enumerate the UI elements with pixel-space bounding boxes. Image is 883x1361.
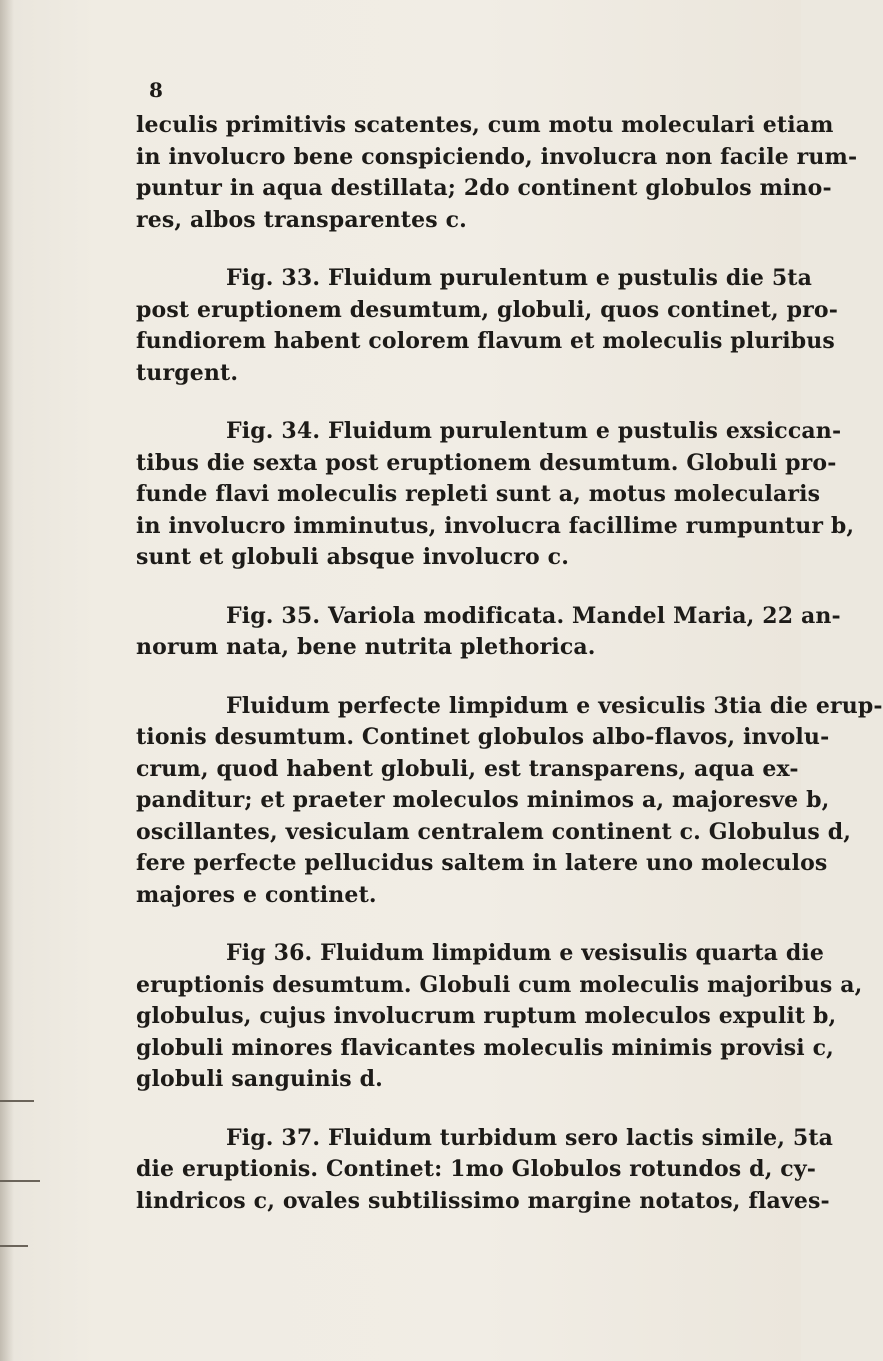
text-line: tibus die sexta post eruptionem desumtum. Globuli pro-	[136, 449, 837, 476]
page-number: 8	[149, 78, 163, 102]
text-line: tionis desumtum. Continet globulos albo-flavos, involu-	[136, 724, 830, 750]
text-line: globuli sanguinis d.	[136, 1066, 383, 1092]
text-line: in involucro imminutus, involucra facillime rumpuntur b,	[136, 512, 855, 539]
text-line: turgent.	[136, 359, 239, 386]
text-line: res, albos transparentes c.	[136, 206, 467, 233]
paragraph-fluidum-perfecte	[136, 691, 883, 912]
page-edge-mark	[0, 1180, 40, 1182]
text-line: majores e continet.	[136, 881, 377, 908]
text-line: fere perfecte pellucidus saltem in latere uno moleculos	[136, 850, 828, 876]
text-line: funde flavi moleculis repleti sunt a, motus molecularis	[136, 481, 821, 507]
text-line: fundiorem habent colorem flavum et moleculis pluribus	[136, 328, 835, 354]
text-line: panditur; et praeter moleculos minimos a, majoresve b,	[136, 787, 830, 813]
text-line: globuli minores flavicantes moleculis minimis provisi c,	[136, 1034, 834, 1061]
paragraph-fig-37	[136, 1123, 834, 1218]
text-line: in involucro bene conspiciendo, involucra non facile rum-	[136, 143, 858, 170]
body-text	[136, 110, 883, 1217]
paragraph-fig-36	[136, 938, 863, 1096]
text-line: norum nata, bene nutrita plethorica.	[136, 634, 596, 660]
text-line: sunt et globuli absque involucro c.	[136, 544, 570, 570]
text-line: Fig 36. Fluidum limpidum e vesisulis quarta die	[226, 940, 825, 966]
text-line: puntur in aqua destillata; 2do continent globulos mino-	[136, 175, 832, 201]
text-line: post eruptionem desumtum, globuli, quos continet, pro-	[136, 296, 839, 323]
text-line: Fig. 37. Fluidum turbidum sero lactis simile, 5ta	[226, 1124, 834, 1151]
text-line: Fig. 33. Fluidum purulentum e pustulis die 5ta	[226, 265, 813, 291]
text-line: globulus, cujus involucrum ruptum moleculos expulit b,	[136, 1003, 837, 1029]
text-line: Fig. 34. Fluidum purulentum e pustulis exsiccan-	[226, 418, 842, 444]
text-line: eruptionis desumtum. Globuli cum moleculis majoribus a,	[136, 971, 863, 998]
page-edge-shadow	[0, 0, 14, 1361]
text-line: oscillantes, vesiculam centralem continent c. Globulus d,	[136, 818, 852, 845]
text-line: leculis primitivis scatentes, cum motu moleculari etiam	[136, 112, 834, 138]
paragraph-continuation	[136, 110, 858, 236]
page-edge-mark	[0, 1100, 34, 1102]
page-edge-mark	[0, 1245, 28, 1247]
paragraph-fig-35	[136, 601, 841, 664]
text-line: die eruptionis. Continet: 1mo Globulos rotundos d, cy-	[136, 1156, 817, 1182]
text-line: Fig. 35. Variola modificata. Mandel Maria, 22 an-	[226, 602, 841, 629]
text-line: lindricos c, ovales subtilissimo margine notatos, flaves-	[136, 1187, 830, 1214]
text-line: Fluidum perfecte limpidum e vesiculis 3tia die erup-	[226, 692, 883, 719]
text-line: crum, quod habent globuli, est transparens, aqua ex-	[136, 755, 799, 782]
paragraph-fig-34	[136, 416, 855, 574]
paragraph-fig-33	[136, 263, 839, 389]
